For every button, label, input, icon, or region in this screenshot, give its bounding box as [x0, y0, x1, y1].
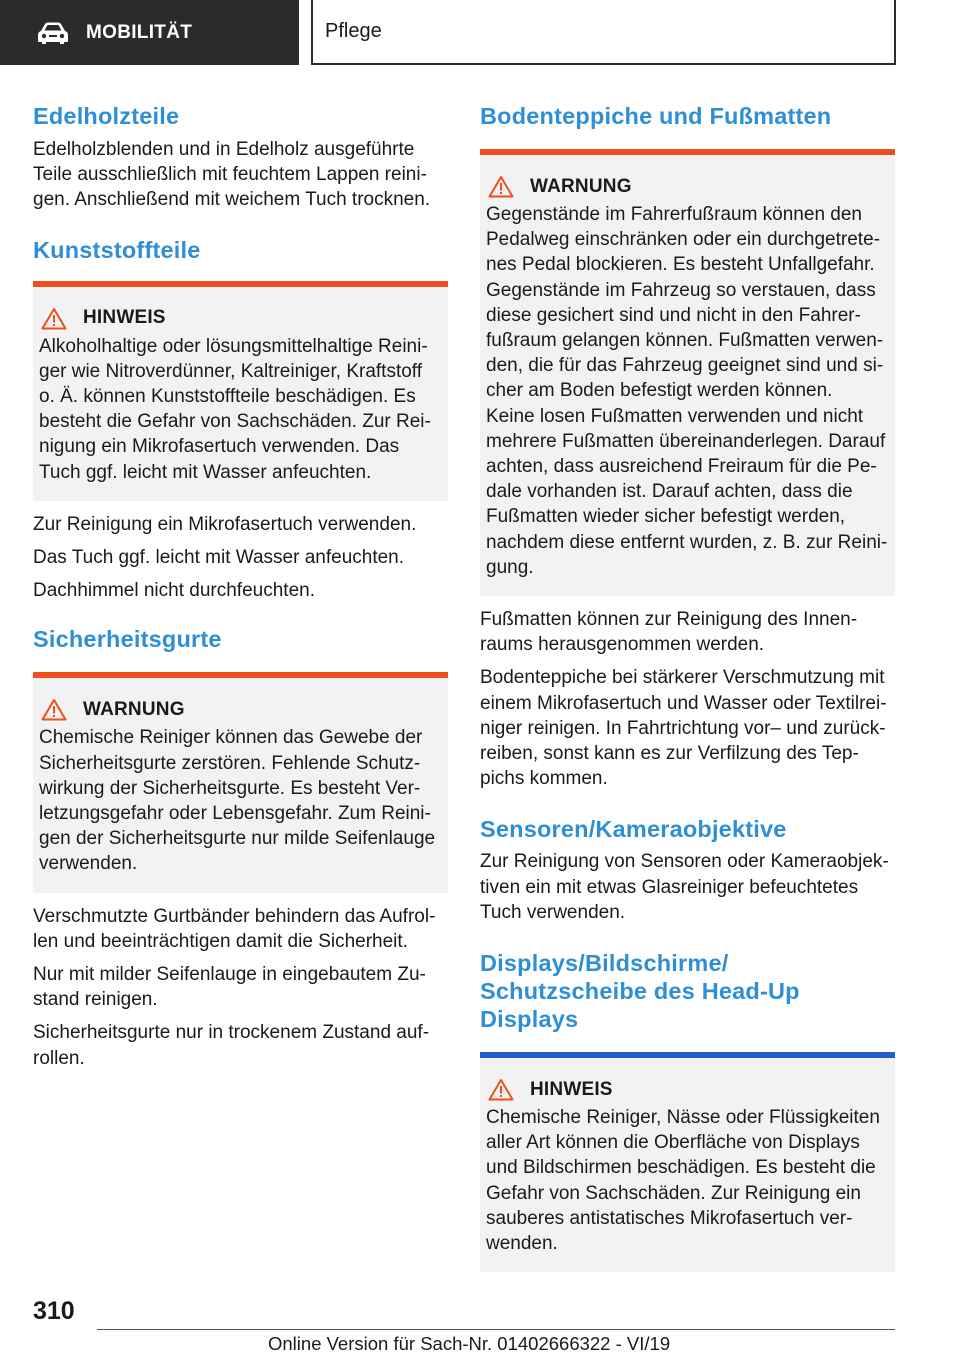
note-text-1: Gegenstände im Fahrerfußraum können den Pedalweg einschränken oder ein durchgetrete-nes Pedal blockieren. Es besteht Unfallgefahr. Gegenstände im Fahrzeug so verstauen, dass diese gesichert sind und nicht in den Fahrer-fußraum gelangen können. Fußmatten verwen-den, die für das Fahrzeug geeignet sind und si-cher am Boden befestigt werden können.: [486, 204, 884, 402]
heading-sensors: Sensoren/Kameraobjektive: [480, 816, 787, 843]
footer-online-version: Online Version für Sach-Nr. 01402666322 - VI/19: [268, 1333, 671, 1354]
belts-paragraph-2: Nur mit milder Seifenlauge in eingebautem Zu-stand reinigen.: [33, 964, 426, 1011]
left-column: [33, 102, 448, 1071]
plastic-paragraph-3: Dachhimmel nicht durchfeuchten.: [33, 580, 315, 602]
belts-paragraph-3: Sicherheitsgurte nur in trockenem Zustand auf-rollen.: [33, 1022, 430, 1069]
car-icon: [36, 21, 70, 45]
heading-displays: Displays/Bildschirme/ Schutzscheibe des Head-Up Displays: [480, 950, 800, 1033]
warning-triangle-icon: [488, 175, 514, 198]
belts-paragraph-1: Verschmutzte Gurtbänder behindern das Aufrol-len und beeinträchtigen damit die Sicherheit.: [33, 905, 436, 952]
heading-plastic-parts: Kunststoffteile: [33, 236, 201, 263]
sensors-text: Zur Reinigung von Sensoren oder Kameraobjek-tiven ein mit etwas Glasreiniger befeuchtetes Tuch verwenden.: [480, 851, 889, 923]
note-title: WARNUNG: [83, 698, 185, 720]
heading-seat-belts: Sicherheitsgurte: [33, 626, 222, 653]
section-tab-label: MOBILITÄT: [86, 21, 193, 43]
warning-note-carpets: [480, 149, 895, 596]
chapter-header: [311, 0, 896, 65]
warning-note-belts: [33, 672, 448, 892]
warning-triangle-icon: [488, 1078, 514, 1101]
footer-divider: [97, 1329, 895, 1330]
note-text: Alkoholhaltige oder lösungsmittelhaltige Reini-ger wie Nitroverdünner, Kaltreiniger, Kraftstoff o. Ä. können Kunststoffteile beschädigen. Es besteht die Gefahr von Sachschäden. Zur Rei-nigung ein Mikrofasertuch verwenden. Das Tuch ggf. leicht mit Wasser anfeuchten.: [39, 335, 431, 483]
warning-triangle-icon: [41, 698, 67, 721]
note-text-2: Keine losen Fußmatten verwenden und nicht mehrere Fußmatten übereinanderlegen. Darauf achten, dass ausreichend Freiraum für die Pe-dale vorhanden ist. Darauf achten, dass die Fußmatten wieder sicher befestigt werden, nachdem diese entfernt wurden, z. B. zur Reini-gung.: [486, 405, 888, 578]
note-title: HINWEIS: [530, 1078, 613, 1100]
heading-carpets-mats: Bodenteppiche und Fußmatten: [480, 103, 832, 129]
hint-note-displays: [480, 1052, 895, 1272]
wood-parts-text: Edelholzblenden und in Edelholz ausgeführte Teile ausschließlich mit feuchtem Lappen reini-gen. Anschließend mit weichem Tuch trocknen.: [33, 139, 431, 211]
plastic-paragraph-1: Zur Reinigung ein Mikrofasertuch verwenden.: [33, 513, 417, 535]
note-text: Chemische Reiniger, Nässe oder Flüssigkeiten aller Art können die Oberfläche von Displays und Bildschirmen beschädigen. Es besteht die Gefahr von Sachschäden. Zur Reinigung ein sauberes antistatisches Mikrofasertuch ver-wenden.: [486, 1107, 880, 1255]
carpets-paragraph-2: Bodenteppiche bei stärkerer Verschmutzung mit einem Mikrofasertuch und Wasser oder Textilrei-niger reinigen. In Fahrtrichtung vor– und zurück-reiben, sonst kann es zur Verfilzung des Tep-pichs kommen.: [480, 667, 887, 790]
note-text: Chemische Reiniger können das Gewebe der Sicherheitsgurte zerstören. Fehlende Schutz-wirkung der Sicherheitsgurte. Es besteht Ver-letzungsgefahr oder Lebensgefahr. Zum Reini-gen der Sicherheitsgurte nur milde Seifenlauge verwenden.: [39, 727, 436, 875]
note-title: WARNUNG: [530, 175, 632, 197]
plastic-paragraph-2: Das Tuch ggf. leicht mit Wasser anfeuchten.: [33, 547, 405, 569]
warning-triangle-icon: [41, 307, 67, 330]
section-tab: [0, 0, 299, 65]
note-title: HINWEIS: [83, 307, 166, 329]
heading-wood-parts: Edelholzteile: [33, 103, 180, 129]
carpets-paragraph-1: Fußmatten können zur Reinigung des Innen-raums herausgenommen werden.: [480, 609, 858, 656]
right-column: [480, 102, 895, 1272]
hint-note-plastic: [33, 281, 448, 501]
page-number: 310: [33, 1297, 75, 1325]
chapter-title: Pflege: [325, 20, 382, 42]
